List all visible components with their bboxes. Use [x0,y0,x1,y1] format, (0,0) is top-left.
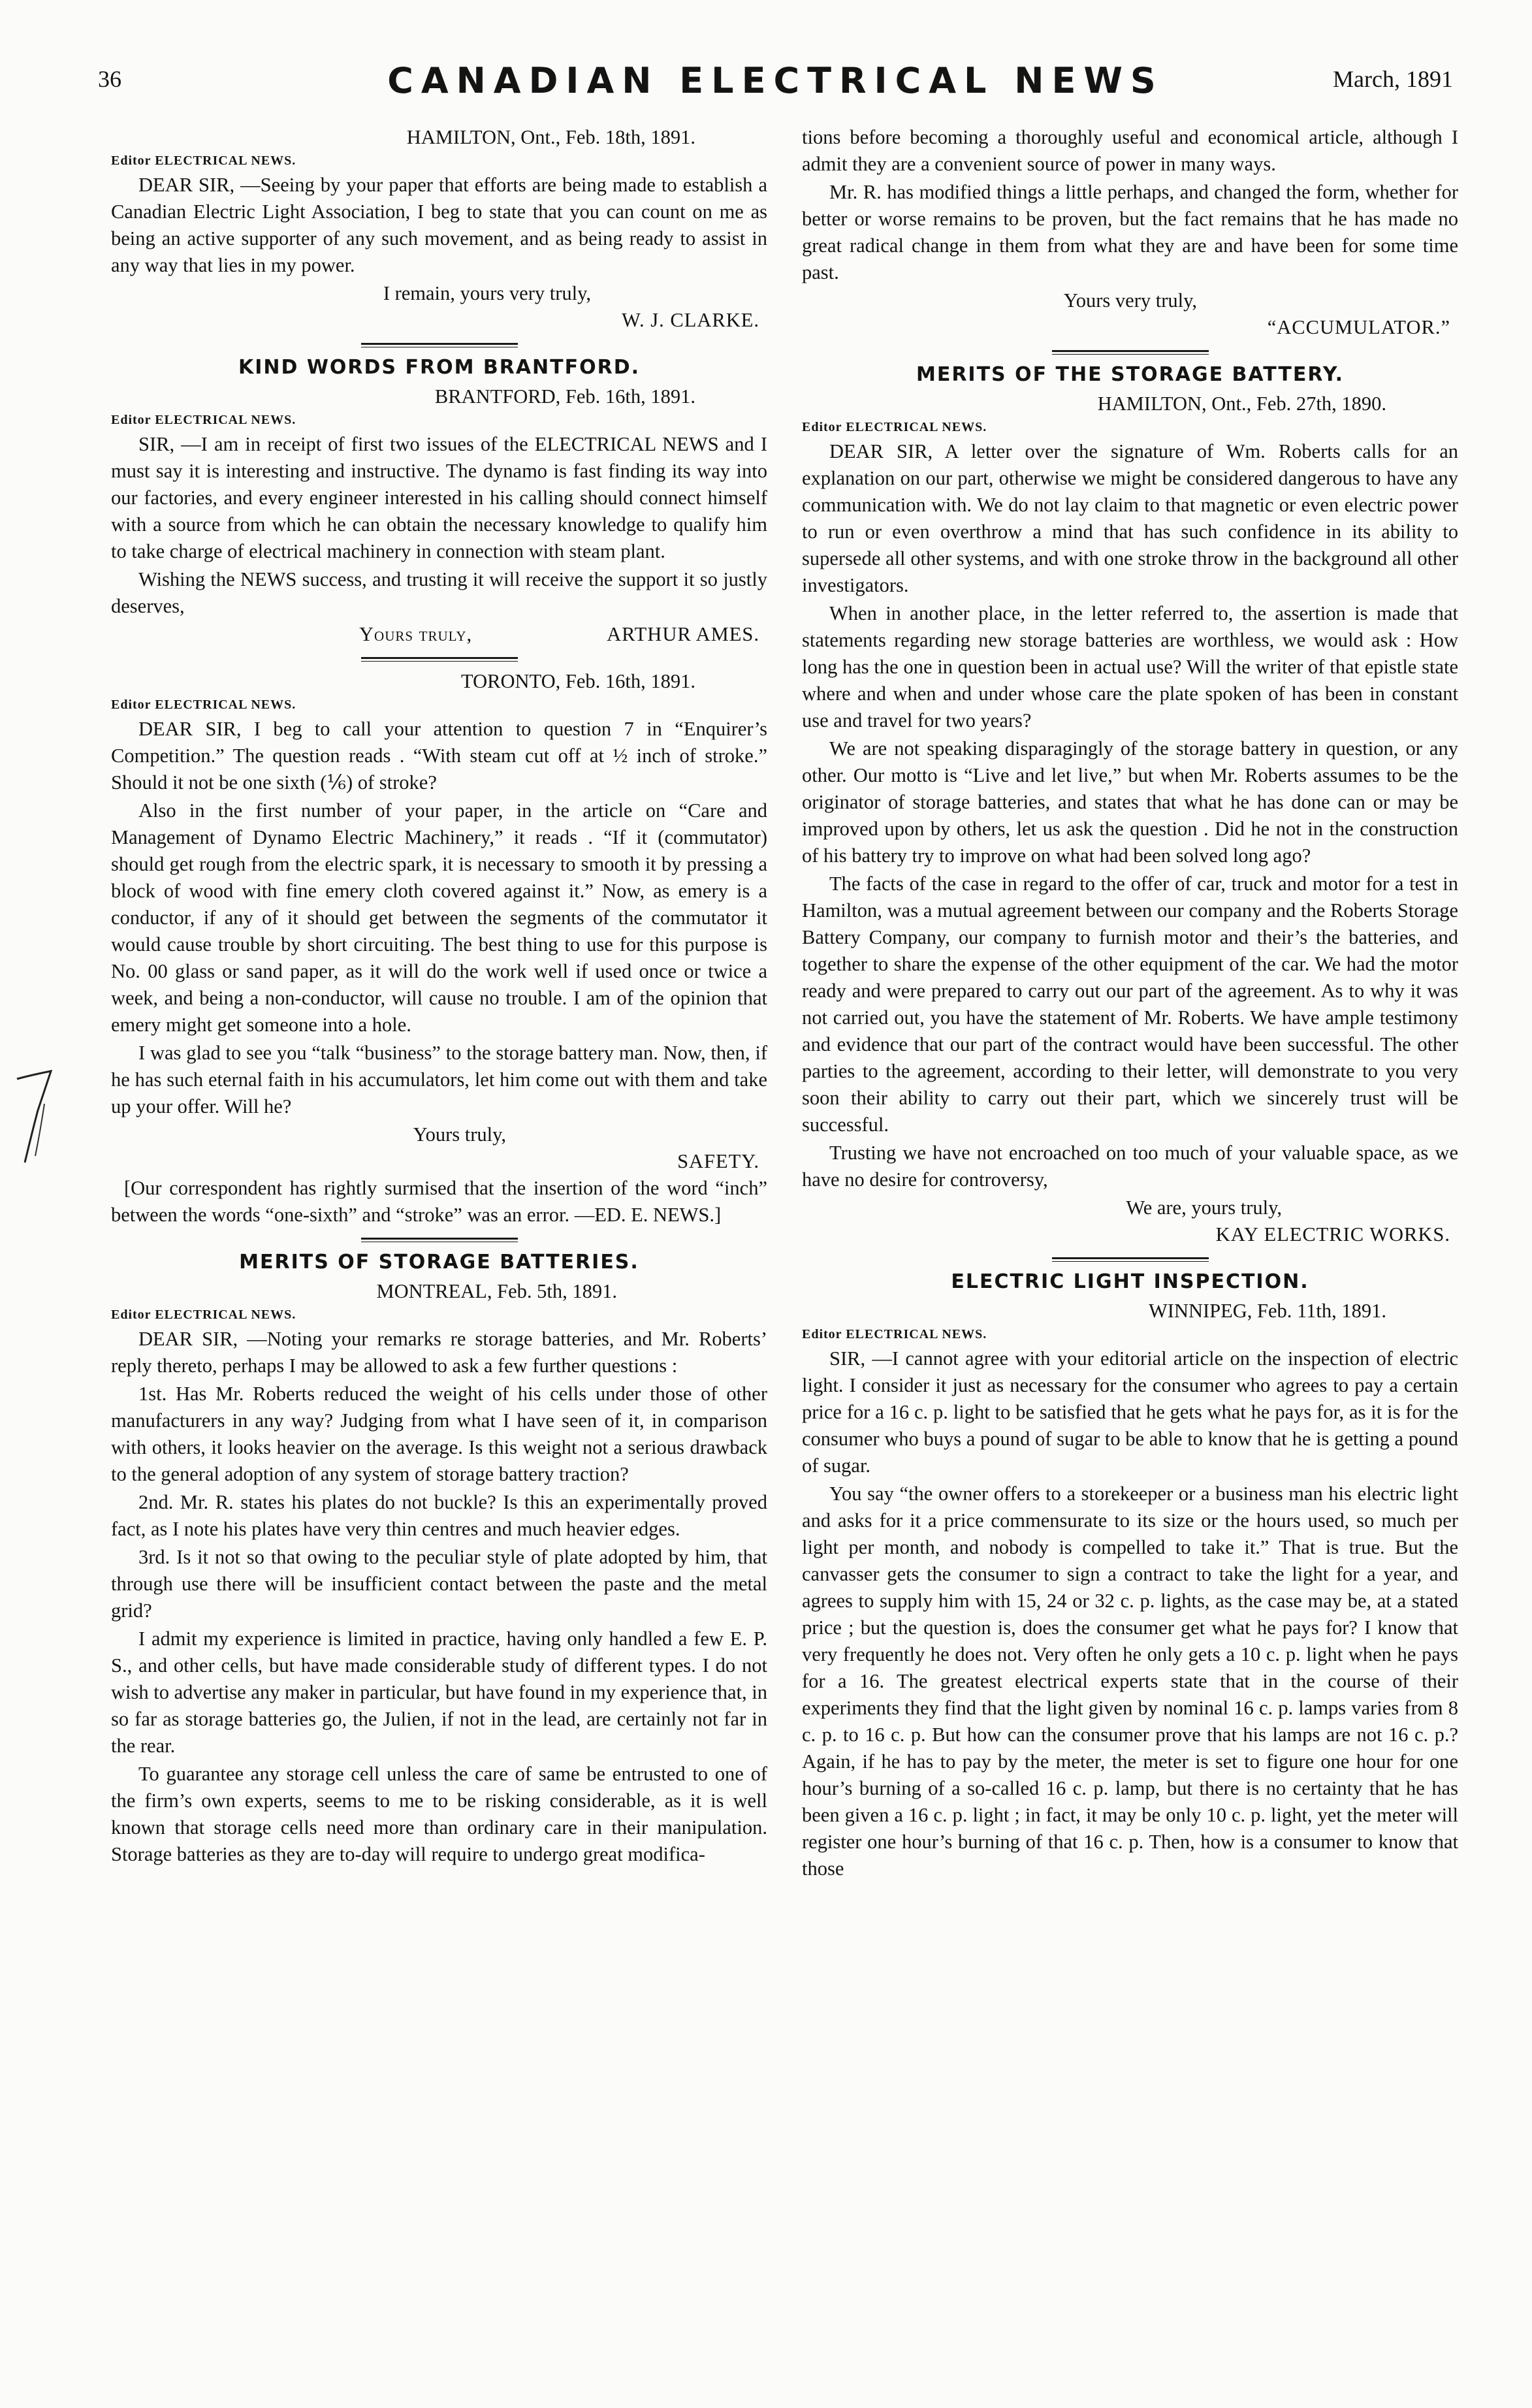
section-rule [361,1238,518,1242]
article-kind-words [111,354,767,648]
paragraph: When in another place, in the letter referred to, the assertion is made that statements regarding new storage batteries are worthless, we would ask : How long has the one in question been in actual use? Will the writer of that epistle state where and when and under whose care the plate spoken of has been in constant use and travel for two years? [802,602,1458,731]
paragraph: You say “the owner offers to a storekeeper or a business man his electric light and asks for it a price commensurate to its size or the hours used, so much per light per month, and nobody is compelled to take it.” That is true. But the canvasser gets the consumer to sign a contract to take the light for a year, and agrees to supply him with 15, 24 or 32 c. p. lights, as the case may be, at a stated price ; but the question is, does the consumer get what he pays for? I know that very frequently he does not. Very often he only gets a 10 c. p. light when he pays for a 16. The greatest electrical experts state that in the course of their experiments they find that the light given by nominal 16 c. p. lamps varies from 8 c. p. to 16 c. p. But how can the consumer prove that his lamps are not 16 c. p.? Again, if he has to pay by the meter, the meter is set to figure one hour for one hour’s burning of a so-called 16 c. p. lamp, but there is no certainty that he has been given a 16 c. p. light ; in fact, it may be only 10 c. p. light, yet the meter will register one hour’s burning of that 16 c. p. Then, how is a consumer to know that those [802,1483,1458,1880]
letter-body: DEAR SIR, —Seeing by your paper that efforts are being made to establish a Canadian Electric Light Association, I beg to state that you can count on me as being an active supporter of any such movement, and as being ready to assist in any way that lies in my power. [111,174,767,276]
paragraph: Wishing the NEWS success, and trusting it will receive the support it so justly deserves, [111,568,767,617]
paragraph: We are not speaking disparagingly of the storage battery in question, or any other. Our motto is “Live and let live,” but when Mr. Roberts assumes to be the originator of storage batteries, and states that what he has done can or may be improved upon by others, let us ask the question . Did he not in the construction of his battery try to improve on what had been solved long ago? [802,737,1458,867]
paragraph: Trusting we have not encroached on too much of your valuable space, as we have no desire for controversy, [802,1142,1458,1191]
issue-date: March, 1891 [1333,66,1453,92]
article-merits-storage-battery [802,361,1458,1248]
paper-title: CANADIAN ELECTRICAL NEWS [387,60,1164,101]
page-header [98,60,1453,99]
closing-signature [111,621,767,648]
page-number: 36 [98,66,121,92]
letter-toronto [111,668,767,1228]
section-rule [1052,1257,1209,1262]
paragraph: To guarantee any storage cell unless the care of same be entrusted to one of the firm’s own experts, seems to me to be risking considerable, as it is well known that storage cells need more than ordinary care in their manipulation. Storage batteries as they are to-day will require to undergo great modifica- [111,1763,767,1865]
paragraph: 3rd. Is it not so that owing to the peculiar style of plate adopted by him, that through use there will be insufficient contact between the paste and the metal grid? [111,1546,767,1622]
headline: KIND WORDS FROM BRANTFORD. [238,356,641,379]
editor-line: Editor ELECTRICAL NEWS. [802,1327,987,1341]
dateline: TORONTO, Feb. 16th, 1891. [461,670,695,692]
editor-line: Editor ELECTRICAL NEWS. [111,153,296,168]
letter-continuation [802,124,1458,341]
paragraph: Also in the first number of your paper, in the article on “Care and Management of Dynamo Electric Machinery,” it reads . “If it (commutator) should get rough from the electric spark, it is necessary to smooth it by pressing a block of wood with fine emery cloth covered against it.” Now, as emery is a conductor, if any of it should get between the segments of the commutator it would cause trouble by short circuiting. The best thing to use for this purpose is No. 00 glass or sand paper, as it will do the work well if used once or twice a week, and being a non-conductor, will cause no trouble. I am of the opinion that emery might get someone into a hole. [111,799,767,1036]
paragraph: DEAR SIR, —Noting your remarks re storage batteries, and Mr. Roberts’ reply thereto, perhaps I may be allowed to ask a few further questions : [111,1328,767,1377]
paragraph: The facts of the case in regard to the offer of car, truck and motor for a test in Hamilton, was a mutual agreement between our company and the Roberts Storage Battery Company, our company to furnish motor and their’s the batteries, and together to share the expense of the other equipment of the car. We had the motor ready and were prepared to carry out our part of the agreement. As to why it was not carried out, you have the statement of Mr. Roberts. We have ample testimony and evidence that our part of the contract would have been successful. The other parties to the agreement, according to their letter, will demonstrate to you very soon their ability to carry out their part, which we sincerely trust will be successful. [802,873,1458,1136]
paragraph: Mr. R. has modified things a little perhaps, and changed the form, whether for better or worse remains to be proven, but the fact remains that he has made no great radical change in them from what they are and have been for some time past. [802,181,1458,283]
right-column [802,124,1458,1884]
paragraph: SIR, —I am in receipt of first two issues of the ELECTRICAL NEWS and I must say it is interesting and instructive. The dynamo is fast finding its way into our factories, and every engineer interested in his calling should connect himself with a source from which he can obtain the necessary knowledge to qualify him to take charge of electrical machinery in connection with steam plant. [111,433,767,562]
article-merits-storage-batteries [111,1249,767,1868]
pencil-mark-icon [12,1065,57,1169]
dateline: BRANTFORD, Feb. 16th, 1891. [434,385,695,408]
paragraph: DEAR SIR, I beg to call your attention to question 7 in “Enquirer’s Competition.” The question reads . “With steam cut off at ½ inch of stroke.” Should it not be one sixth (⅙) of stroke? [111,718,767,794]
paragraph: DEAR SIR, A letter over the signature of Wm. Roberts calls for an explanation on our part, otherwise we might be considered dangerous to have any communication with. We do not lay claim to that magnetic or even electric power to run or even overthrow a mind that has such confidence in its ability to supersede all other systems, and with one stroke throw in the background all other investigators. [802,440,1458,596]
editor-line: Editor ELECTRICAL NEWS. [111,413,296,427]
paragraph: 2nd. Mr. R. states his plates do not buckle? Is this an experimentally proved fact, as I note his plates have very thin centres and much heavier edges. [111,1491,767,1540]
section-rule [361,343,518,347]
closing: I remain, yours very truly, [383,282,591,304]
dateline: WINNIPEG, Feb. 11th, 1891. [1149,1300,1386,1322]
closing: Yours very truly, [1063,289,1197,312]
closing: We are, yours truly, [1126,1196,1282,1219]
paragraph: SIR, —I cannot agree with your editorial article on the inspection of electric light. I consider it just as necessary for the consumer who agrees to pay a certain price for a 16 c. p. light to be satisfied that he gets what he pays for, as it is for the consumer who buys a pound of sugar to be able to know that he is getting a pound of sugar. [802,1347,1458,1477]
paragraph: I admit my experience is limited in practice, having only handled a few E. P. S., and other cells, but have made considerable study of different types. I do not wish to advertise any maker in particular, but have found in my experience that, in so far as storage batteries go, the Julien, if not in the lead, are certainly not far in the rear. [111,1628,767,1757]
dateline: MONTREAL, Feb. 5th, 1891. [376,1280,617,1302]
left-column [111,124,767,1869]
headline: MERITS OF STORAGE BATTERIES. [239,1251,639,1274]
section-rule [1052,350,1209,355]
signature: “ACCUMULATOR.” [1267,316,1450,338]
editor-line: Editor ELECTRICAL NEWS. [111,698,296,712]
editor-line: Editor ELECTRICAL NEWS. [111,1308,296,1322]
headline: ELECTRIC LIGHT INSPECTION. [951,1270,1309,1293]
section-rule [361,657,518,662]
paragraph: I was glad to see you “talk “business” to the storage battery man. Now, then, if he has such eternal faith in his accumulators, let him come out with them and take up your offer. Will he? [111,1042,767,1117]
closing: Yours truly, [413,1123,506,1146]
paragraph: tions before becoming a thoroughly useful and economical article, although I admit they are a convenient source of power in many ways. [802,126,1458,175]
letter-hamilton [111,124,767,334]
signature: KAY ELECTRIC WORKS. [1215,1223,1450,1245]
signature: W. J. CLARKE. [622,309,759,331]
dateline: HAMILTON, Ont., Feb. 18th, 1891. [406,126,695,148]
signature: SAFETY. [677,1150,759,1172]
closing: Yours truly, [359,623,473,645]
dateline: HAMILTON, Ont., Feb. 27th, 1890. [1097,393,1386,415]
editor-line: Editor ELECTRICAL NEWS. [802,420,987,434]
paragraph: 1st. Has Mr. Roberts reduced the weight of his cells under those of other manufacturers in any way? Judging from what I have seen of it, in comparison with others, it looks heavier on the average. Is this weight not a serious drawback to the general adoption of any system of storage battery traction? [111,1383,767,1485]
article-electric-light-inspection [802,1268,1458,1882]
headline: MERITS OF THE STORAGE BATTERY. [916,363,1344,386]
signature: ARTHUR AMES. [607,623,759,645]
editorial-note: [Our correspondent has rightly surmised that the insertion of the word “inch” between the words “one-sixth” and “stroke” was an error. —ED. E. NEWS.] [111,1177,767,1226]
